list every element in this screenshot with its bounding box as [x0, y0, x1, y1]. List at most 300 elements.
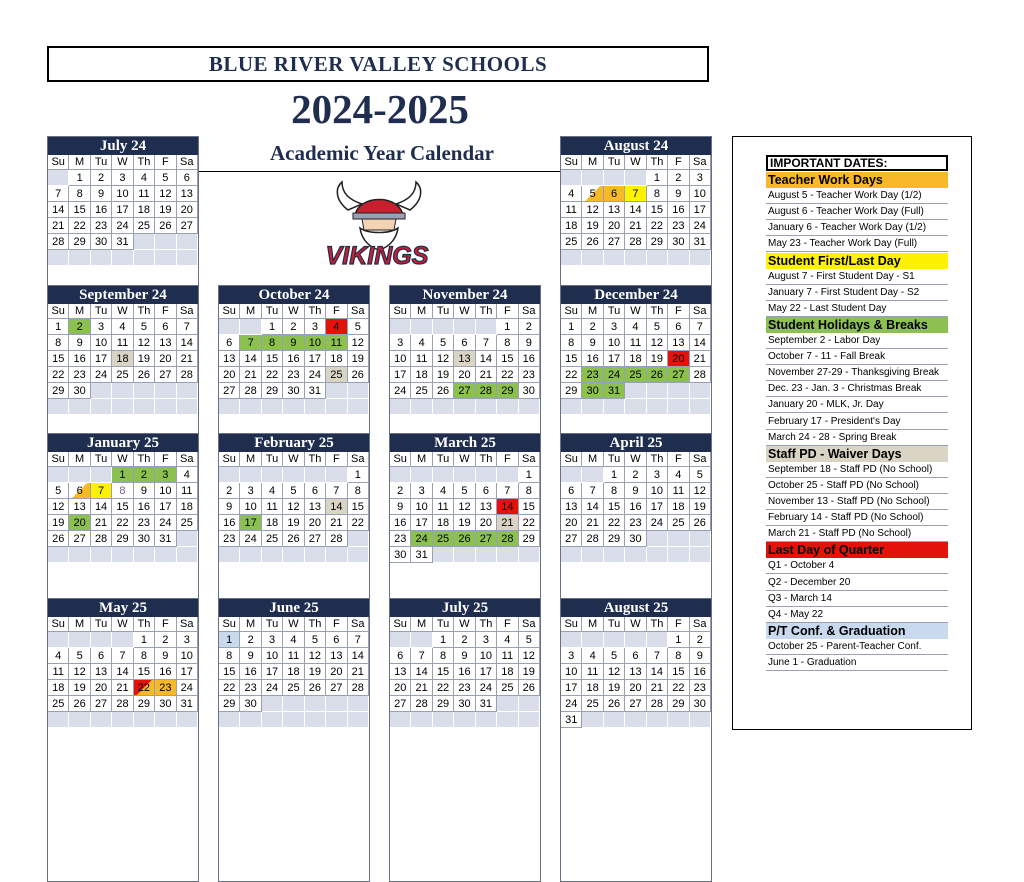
day-cell: 18	[262, 515, 283, 531]
empty-cell	[625, 632, 646, 648]
weekday-label: Su	[48, 304, 69, 319]
empty-cell	[497, 467, 518, 483]
day-cell: 17	[411, 515, 432, 531]
day-cell: 2	[155, 632, 176, 648]
day-cell: 19	[69, 680, 90, 696]
empty-cell	[497, 712, 518, 728]
day-cell: 18	[497, 664, 518, 680]
weekday-label: Su	[561, 617, 582, 632]
day-cell: 27	[476, 531, 497, 547]
empty-cell	[219, 319, 240, 335]
day-cell: 3	[305, 319, 326, 335]
empty-cell	[348, 531, 369, 547]
day-cell: 27	[177, 218, 198, 234]
day-cell: 21	[326, 515, 347, 531]
day-cell: 26	[305, 680, 326, 696]
month-title: July 25	[390, 599, 540, 617]
empty-cell	[411, 712, 432, 728]
day-cell: 28	[48, 234, 69, 250]
day-cell: 10	[647, 483, 668, 499]
month-title: November 24	[390, 286, 540, 304]
day-cell: 22	[348, 515, 369, 531]
day-cell: 23	[240, 680, 261, 696]
day-cell: 31	[155, 531, 176, 547]
empty-cell	[497, 696, 518, 712]
empty-cell	[561, 250, 582, 266]
day-cell: 12	[433, 351, 454, 367]
day-cell: 23	[134, 515, 155, 531]
empty-cell	[690, 399, 711, 415]
calendar-subtitle: Academic Year Calendar	[270, 141, 494, 165]
day-cell: 12	[604, 664, 625, 680]
important-dates-title: IMPORTANT DATES:	[766, 155, 948, 171]
day-cell: 17	[604, 351, 625, 367]
day-cell: 27	[326, 680, 347, 696]
month-title: January 25	[48, 434, 198, 452]
day-cell: 17	[262, 664, 283, 680]
day-cell: 21	[348, 664, 369, 680]
logo-wordmark: VIKINGS	[325, 242, 429, 270]
day-cell: 26	[433, 383, 454, 399]
empty-cell	[582, 399, 603, 415]
empty-cell	[390, 399, 411, 415]
month-title: September 24	[48, 286, 198, 304]
day-cell: 27	[454, 383, 475, 399]
day-cell: 21	[476, 367, 497, 383]
day-cell: 12	[348, 335, 369, 351]
weekday-label: Su	[48, 452, 69, 467]
day-cell: 7	[690, 319, 711, 335]
day-cell: 26	[69, 696, 90, 712]
weekday-label: Sa	[348, 304, 369, 319]
empty-cell	[454, 467, 475, 483]
day-cell: 27	[668, 367, 689, 383]
weekday-label: Sa	[177, 155, 198, 170]
day-cell: 16	[519, 351, 540, 367]
day-cell: 4	[48, 648, 69, 664]
day-cell: 29	[112, 531, 133, 547]
empty-cell	[476, 547, 497, 563]
day-cell: 29	[219, 696, 240, 712]
weekday-label: Th	[134, 304, 155, 319]
day-cell: 9	[454, 648, 475, 664]
day-cell: 3	[177, 632, 198, 648]
empty-cell	[433, 467, 454, 483]
day-cell: 15	[219, 664, 240, 680]
weekday-label: M	[69, 617, 90, 632]
day-cell: 1	[134, 632, 155, 648]
day-cell: 19	[155, 202, 176, 218]
weekday-label: W	[283, 452, 304, 467]
empty-cell	[262, 547, 283, 563]
day-cell: 13	[604, 202, 625, 218]
empty-cell	[283, 712, 304, 728]
day-cell: 29	[262, 383, 283, 399]
month-10	[47, 598, 199, 882]
weekday-label: Sa	[690, 155, 711, 170]
legend-category: Last Day of Quarter	[766, 542, 948, 558]
day-cell: 21	[582, 515, 603, 531]
month-title: June 25	[219, 599, 369, 617]
day-cell: 9	[390, 499, 411, 515]
empty-cell	[476, 712, 497, 728]
empty-cell	[326, 399, 347, 415]
empty-cell	[690, 712, 711, 728]
day-cell: 23	[582, 367, 603, 383]
legend-entry: September 18 - Staff PD (No School)	[766, 462, 948, 478]
empty-cell	[411, 399, 432, 415]
day-cell: 27	[390, 696, 411, 712]
empty-cell	[433, 547, 454, 563]
empty-cell	[283, 467, 304, 483]
legend-entry: March 24 - 28 - Spring Break	[766, 430, 948, 446]
empty-cell	[112, 383, 133, 399]
empty-cell	[219, 399, 240, 415]
day-cell: 6	[561, 483, 582, 499]
viking-mascot-icon	[310, 180, 445, 277]
day-cell: 29	[497, 383, 518, 399]
day-cell: 8	[262, 335, 283, 351]
empty-cell	[668, 547, 689, 563]
day-cell: 30	[134, 531, 155, 547]
day-cell: 19	[433, 367, 454, 383]
day-cell: 17	[91, 351, 112, 367]
day-cell: 26	[519, 680, 540, 696]
day-cell: 16	[668, 202, 689, 218]
empty-cell	[240, 319, 261, 335]
day-cell: 5	[582, 186, 603, 202]
weekday-label: Su	[219, 304, 240, 319]
day-cell: 4	[411, 335, 432, 351]
day-cell: 17	[112, 202, 133, 218]
day-cell: 29	[561, 383, 582, 399]
day-cell: 17	[690, 202, 711, 218]
day-cell: 5	[454, 483, 475, 499]
day-cell: 7	[177, 319, 198, 335]
empty-cell	[283, 696, 304, 712]
day-cell: 3	[476, 632, 497, 648]
day-cell: 23	[219, 531, 240, 547]
day-cell: 21	[690, 351, 711, 367]
day-cell: 8	[604, 483, 625, 499]
weekday-label: M	[240, 304, 261, 319]
day-cell: 6	[177, 170, 198, 186]
empty-cell	[411, 632, 432, 648]
day-cell: 10	[690, 186, 711, 202]
day-cell: 8	[112, 483, 133, 499]
empty-cell	[240, 467, 261, 483]
day-cell: 9	[519, 335, 540, 351]
day-cell: 11	[112, 335, 133, 351]
day-cell: 20	[668, 351, 689, 367]
day-cell: 28	[690, 367, 711, 383]
empty-cell	[48, 467, 69, 483]
legend-entry: October 25 - Staff PD (No School)	[766, 478, 948, 494]
day-cell: 5	[519, 632, 540, 648]
weekday-label: W	[283, 617, 304, 632]
weekday-label: Su	[561, 155, 582, 170]
empty-cell	[411, 319, 432, 335]
day-cell: 5	[155, 170, 176, 186]
day-cell: 16	[155, 664, 176, 680]
day-cell: 11	[283, 648, 304, 664]
day-cell: 10	[240, 499, 261, 515]
day-cell: 22	[647, 218, 668, 234]
empty-cell	[454, 399, 475, 415]
weekday-label: Su	[219, 452, 240, 467]
day-cell: 3	[690, 170, 711, 186]
day-cell: 2	[582, 319, 603, 335]
day-cell: 19	[283, 515, 304, 531]
day-cell: 10	[112, 186, 133, 202]
weekday-label: Tu	[91, 304, 112, 319]
weekday-label: F	[497, 617, 518, 632]
empty-cell	[69, 547, 90, 563]
day-cell: 29	[519, 531, 540, 547]
empty-cell	[647, 383, 668, 399]
weekday-label: Th	[476, 452, 497, 467]
empty-cell	[390, 319, 411, 335]
weekday-label: W	[454, 617, 475, 632]
weekday-label: M	[411, 617, 432, 632]
empty-cell	[69, 712, 90, 728]
day-cell: 20	[604, 218, 625, 234]
weekday-label: M	[411, 304, 432, 319]
day-cell: 10	[91, 335, 112, 351]
day-cell: 6	[155, 319, 176, 335]
empty-cell	[604, 250, 625, 266]
day-cell: 20	[625, 680, 646, 696]
weekday-label: Tu	[262, 304, 283, 319]
day-cell: 26	[134, 367, 155, 383]
empty-cell	[647, 531, 668, 547]
empty-cell	[647, 250, 668, 266]
day-cell: 19	[305, 664, 326, 680]
day-cell: 24	[647, 515, 668, 531]
empty-cell	[561, 632, 582, 648]
day-cell: 2	[91, 170, 112, 186]
day-cell: 27	[561, 531, 582, 547]
empty-cell	[262, 712, 283, 728]
day-cell: 26	[582, 234, 603, 250]
day-cell: 26	[690, 515, 711, 531]
empty-cell	[625, 712, 646, 728]
day-cell: 22	[497, 367, 518, 383]
day-cell: 11	[625, 335, 646, 351]
day-cell: 12	[283, 499, 304, 515]
weekday-label: F	[668, 617, 689, 632]
weekday-label: Sa	[177, 452, 198, 467]
day-cell: 6	[454, 335, 475, 351]
empty-cell	[647, 547, 668, 563]
empty-cell	[91, 383, 112, 399]
day-cell: 23	[91, 218, 112, 234]
weekday-label: Sa	[690, 617, 711, 632]
empty-cell	[112, 399, 133, 415]
day-cell: 6	[625, 648, 646, 664]
empty-cell	[262, 696, 283, 712]
empty-cell	[112, 547, 133, 563]
empty-cell	[155, 234, 176, 250]
empty-cell	[91, 632, 112, 648]
day-cell: 2	[690, 632, 711, 648]
day-cell: 31	[112, 234, 133, 250]
weekday-label: F	[668, 304, 689, 319]
day-cell: 30	[155, 696, 176, 712]
empty-cell	[668, 399, 689, 415]
day-cell: 8	[561, 335, 582, 351]
empty-cell	[219, 712, 240, 728]
day-cell: 2	[69, 319, 90, 335]
day-cell: 6	[69, 483, 90, 499]
day-cell: 16	[219, 515, 240, 531]
weekday-label: W	[283, 304, 304, 319]
empty-cell	[134, 234, 155, 250]
day-cell: 8	[497, 335, 518, 351]
empty-cell	[305, 399, 326, 415]
day-cell: 21	[497, 515, 518, 531]
day-cell: 11	[668, 483, 689, 499]
day-cell: 25	[433, 531, 454, 547]
empty-cell	[348, 383, 369, 399]
legend-category: Student Holidays & Breaks	[766, 317, 948, 333]
legend-entry: August 5 - Teacher Work Day (1/2)	[766, 188, 948, 204]
day-cell: 14	[625, 202, 646, 218]
weekday-label: Th	[647, 617, 668, 632]
legend-entry: January 6 - Teacher Work Day (1/2)	[766, 220, 948, 236]
day-cell: 9	[219, 499, 240, 515]
weekday-label: M	[411, 452, 432, 467]
weekday-label: Sa	[177, 304, 198, 319]
day-cell: 7	[240, 335, 261, 351]
day-cell: 16	[240, 664, 261, 680]
month-title: February 25	[219, 434, 369, 452]
empty-cell	[348, 696, 369, 712]
day-cell: 6	[305, 483, 326, 499]
day-cell: 14	[91, 499, 112, 515]
empty-cell	[561, 467, 582, 483]
day-cell: 1	[69, 170, 90, 186]
legend-entry: May 22 - Last Student Day	[766, 301, 948, 317]
empty-cell	[326, 467, 347, 483]
day-cell: 22	[134, 680, 155, 696]
day-cell: 27	[604, 234, 625, 250]
empty-cell	[604, 547, 625, 563]
day-cell: 18	[668, 499, 689, 515]
day-cell: 16	[625, 499, 646, 515]
month-title: March 25	[390, 434, 540, 452]
day-cell: 31	[411, 547, 432, 563]
day-cell: 11	[497, 648, 518, 664]
day-cell: 10	[262, 648, 283, 664]
day-cell: 23	[155, 680, 176, 696]
day-cell: 7	[647, 648, 668, 664]
empty-cell	[326, 712, 347, 728]
empty-cell	[177, 547, 198, 563]
weekday-label: Su	[561, 452, 582, 467]
weekday-label: F	[326, 617, 347, 632]
day-cell: 8	[433, 648, 454, 664]
empty-cell	[48, 170, 69, 186]
legend-entry: Q1 - October 4	[766, 558, 948, 574]
empty-cell	[69, 467, 90, 483]
weekday-label: M	[582, 452, 603, 467]
day-cell: 19	[647, 351, 668, 367]
day-cell: 24	[155, 515, 176, 531]
weekday-label: F	[668, 155, 689, 170]
day-cell: 4	[497, 632, 518, 648]
empty-cell	[390, 632, 411, 648]
day-cell: 25	[411, 383, 432, 399]
weekday-label: Th	[305, 617, 326, 632]
day-cell: 5	[69, 648, 90, 664]
day-cell: 18	[582, 680, 603, 696]
empty-cell	[582, 170, 603, 186]
day-cell: 24	[411, 531, 432, 547]
day-cell: 22	[112, 515, 133, 531]
weekday-label: Su	[561, 304, 582, 319]
day-cell: 16	[582, 351, 603, 367]
legend-entry: June 1 - Graduation	[766, 655, 948, 671]
weekday-label: Tu	[91, 452, 112, 467]
weekday-label: W	[454, 452, 475, 467]
day-cell: 23	[69, 367, 90, 383]
legend-category: Student First/Last Day	[766, 253, 948, 269]
day-cell: 20	[326, 664, 347, 680]
day-cell: 6	[476, 483, 497, 499]
day-cell: 4	[561, 186, 582, 202]
day-cell: 3	[561, 648, 582, 664]
legend-category: Staff PD - Waiver Days	[766, 446, 948, 462]
empty-cell	[177, 250, 198, 266]
day-cell: 30	[91, 234, 112, 250]
day-cell: 1	[48, 319, 69, 335]
day-cell: 7	[497, 483, 518, 499]
day-cell: 17	[647, 499, 668, 515]
day-cell: 6	[91, 648, 112, 664]
day-cell: 5	[433, 335, 454, 351]
empty-cell	[177, 383, 198, 399]
day-cell: 13	[305, 499, 326, 515]
empty-cell	[411, 467, 432, 483]
day-cell: 27	[219, 383, 240, 399]
legend-entry: January 20 - MLK, Jr. Day	[766, 397, 948, 413]
day-cell: 13	[177, 186, 198, 202]
month-title: May 25	[48, 599, 198, 617]
day-cell: 20	[390, 680, 411, 696]
day-cell: 19	[48, 515, 69, 531]
day-cell: 14	[348, 648, 369, 664]
legend-entry: August 7 - First Student Day - S1	[766, 269, 948, 285]
day-cell: 22	[69, 218, 90, 234]
day-cell: 4	[326, 319, 347, 335]
day-cell: 21	[48, 218, 69, 234]
empty-cell	[177, 712, 198, 728]
month-title: April 25	[561, 434, 711, 452]
day-cell: 16	[454, 664, 475, 680]
day-cell: 1	[433, 632, 454, 648]
day-cell: 16	[69, 351, 90, 367]
day-cell: 2	[390, 483, 411, 499]
empty-cell	[91, 399, 112, 415]
empty-cell	[219, 547, 240, 563]
day-cell: 29	[647, 234, 668, 250]
day-cell: 9	[283, 335, 304, 351]
day-cell: 17	[561, 680, 582, 696]
day-cell: 12	[454, 499, 475, 515]
day-cell: 20	[476, 515, 497, 531]
day-cell: 15	[497, 351, 518, 367]
